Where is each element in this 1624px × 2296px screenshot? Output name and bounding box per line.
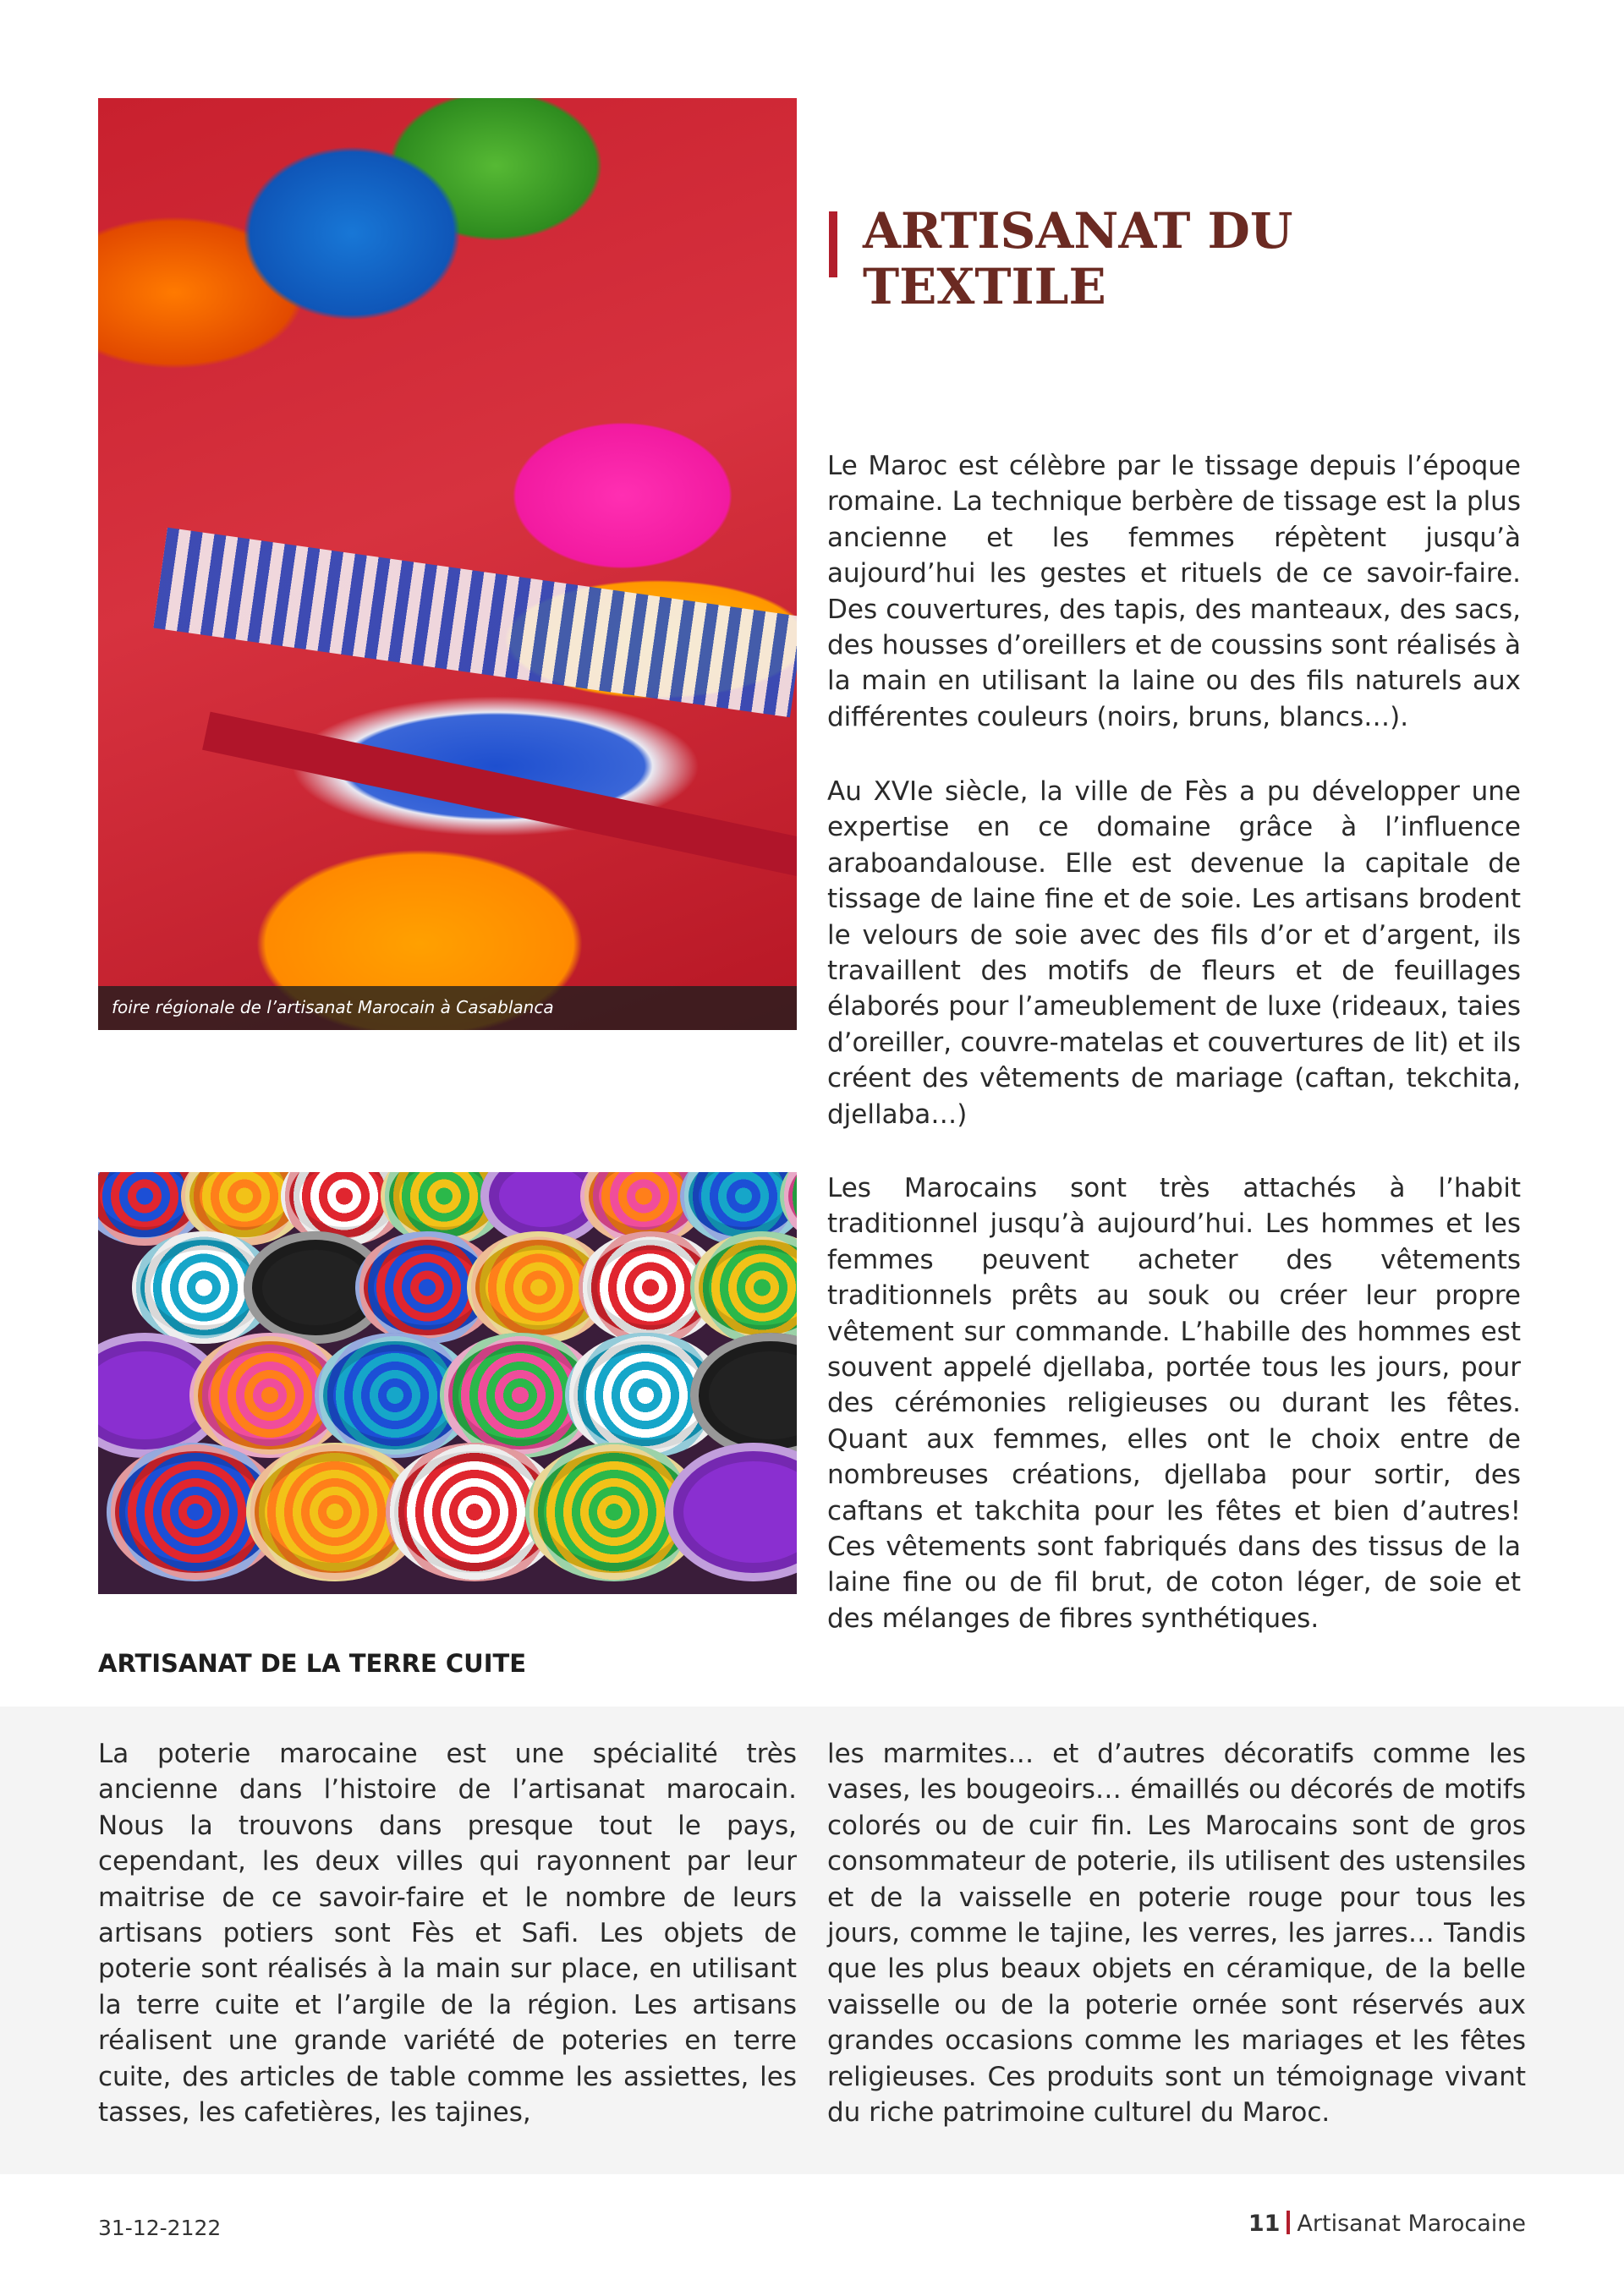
section-title-line2: TEXTILE bbox=[863, 258, 1106, 315]
woven-textile-pattern bbox=[153, 528, 797, 718]
pottery-photo bbox=[98, 1172, 797, 1594]
ceramic-bowl bbox=[665, 1443, 797, 1581]
footer-page-info bbox=[1248, 2211, 1526, 2237]
ceramic-bowl bbox=[690, 1231, 797, 1344]
section-title bbox=[863, 203, 1556, 315]
subheading-terre-cuite: ARTISANAT DE LA TERRE CUITE bbox=[98, 1649, 527, 1678]
paragraph-textile-fes: Au XVIe siècle, la ville de Fès a pu développer une expertise en ce domaine grâce à l’influence araboandalouse. Elle est devenue la capitale de tissage de laine fine et de soie. Les artisans brodent le velours de soie avec des fils d’or et d’argent, ils travaillent des motifs de fleurs et de feuillages élaborés pour l’ameublement de luxe (rideaux, taies d’oreiller, couvre-matelas et couvertures de lit) et ils créent des vêtements de mariage (caftan, tekchita, djellaba…) bbox=[827, 776, 1521, 1130]
paragraph-pottery-right: les marmites… et d’autres décoratifs comme les vases, les bougeoirs… émaillés ou décorés de motifs colorés ou de cuir fin. Les Marocains sont de gros consommateur de poterie, ils utilisent des ustensiles et de la vaisselle en poterie rouge pour tous les jours, comme le tajine, les verres, les jarres… Tandis que les plus beaux objets en céramique, de la belle vaisselle ou de la poterie ornée sont réservés aux grandes occasions comme les mariages et les fêtes religieuses. Ces produits sont un témoignage vivant du riche patrimoine culturel du Maroc. bbox=[827, 1739, 1526, 2129]
publication-name: Artisanat Marocaine bbox=[1297, 2211, 1526, 2237]
textile-photo bbox=[98, 98, 797, 1030]
paragraph-traditional-clothing: Les Marocains sont très attachés à l’habit traditionnel jusqu’à aujourd’hui. Les hommes et les femmes peuvent acheter des vêtements traditionnels prêts au souk ou créer leur propre vêtement sur commande. L’habille des hommes est souvent appelé djellaba, portée tous les jours, pour des cérémonies religieuses ou durant les fêtes. Quant aux femmes, elles ont le choix entre de nombreuses créations, djellaba pour sortir, des caftans et takchita pour les fêtes et bien d’autres! Ces vêtements sont fabriqués dans des tissus de la laine fine ou de fil brut, de coton léger, de soie et des mélanges de fibres synthétiques. bbox=[827, 1173, 1521, 1634]
paragraph-pottery-left: La poterie marocaine est une spécialité très ancienne dans l’histoire de l’artisanat marocain. Nous la trouvons dans presque tout le pays, cependant, les deux villes qui rayonnent par leur maitrise de ce savoir-faire et le nombre de leurs artisans potiers sont Fès et Safi. Les objets de poterie sont réalisés à la main sur place, en utilisant la terre cuite et l’argile de la région. Les artisans réalisent une grande variété de poteries en terre cuite, des articles de table comme les assiettes, les tasses, les cafetières, les tajines, bbox=[98, 1739, 797, 2129]
footer-date: 31-12-2122 bbox=[98, 2216, 222, 2240]
footer-separator bbox=[1287, 2211, 1290, 2234]
paragraph-textile-intro: Le Maroc est célèbre par le tissage depuis l’époque romaine. La technique berbère de tissage est la plus ancienne et les femmes répètent jusqu’à aujourd’hui les gestes et rituels de ce savoir-faire. Des couvertures, des tapis, des manteaux, des sacs, des housses d’oreillers et de coussins sont réalisés à la main en utilisant la laine ou des fils naturels aux différentes couleurs (noirs, bruns, blancs…). bbox=[827, 451, 1521, 732]
ceramic-bowl bbox=[690, 1333, 797, 1458]
section-title-line1: ARTISANAT DU bbox=[863, 202, 1293, 260]
photo-caption: foire régionale de l’artisanat Marocain à Casablanca bbox=[112, 997, 554, 1017]
heading-accent-bar bbox=[829, 211, 837, 277]
woven-textile-band bbox=[202, 712, 797, 877]
page-number: 11 bbox=[1248, 2211, 1281, 2237]
photo-caption-bar bbox=[98, 986, 797, 1030]
